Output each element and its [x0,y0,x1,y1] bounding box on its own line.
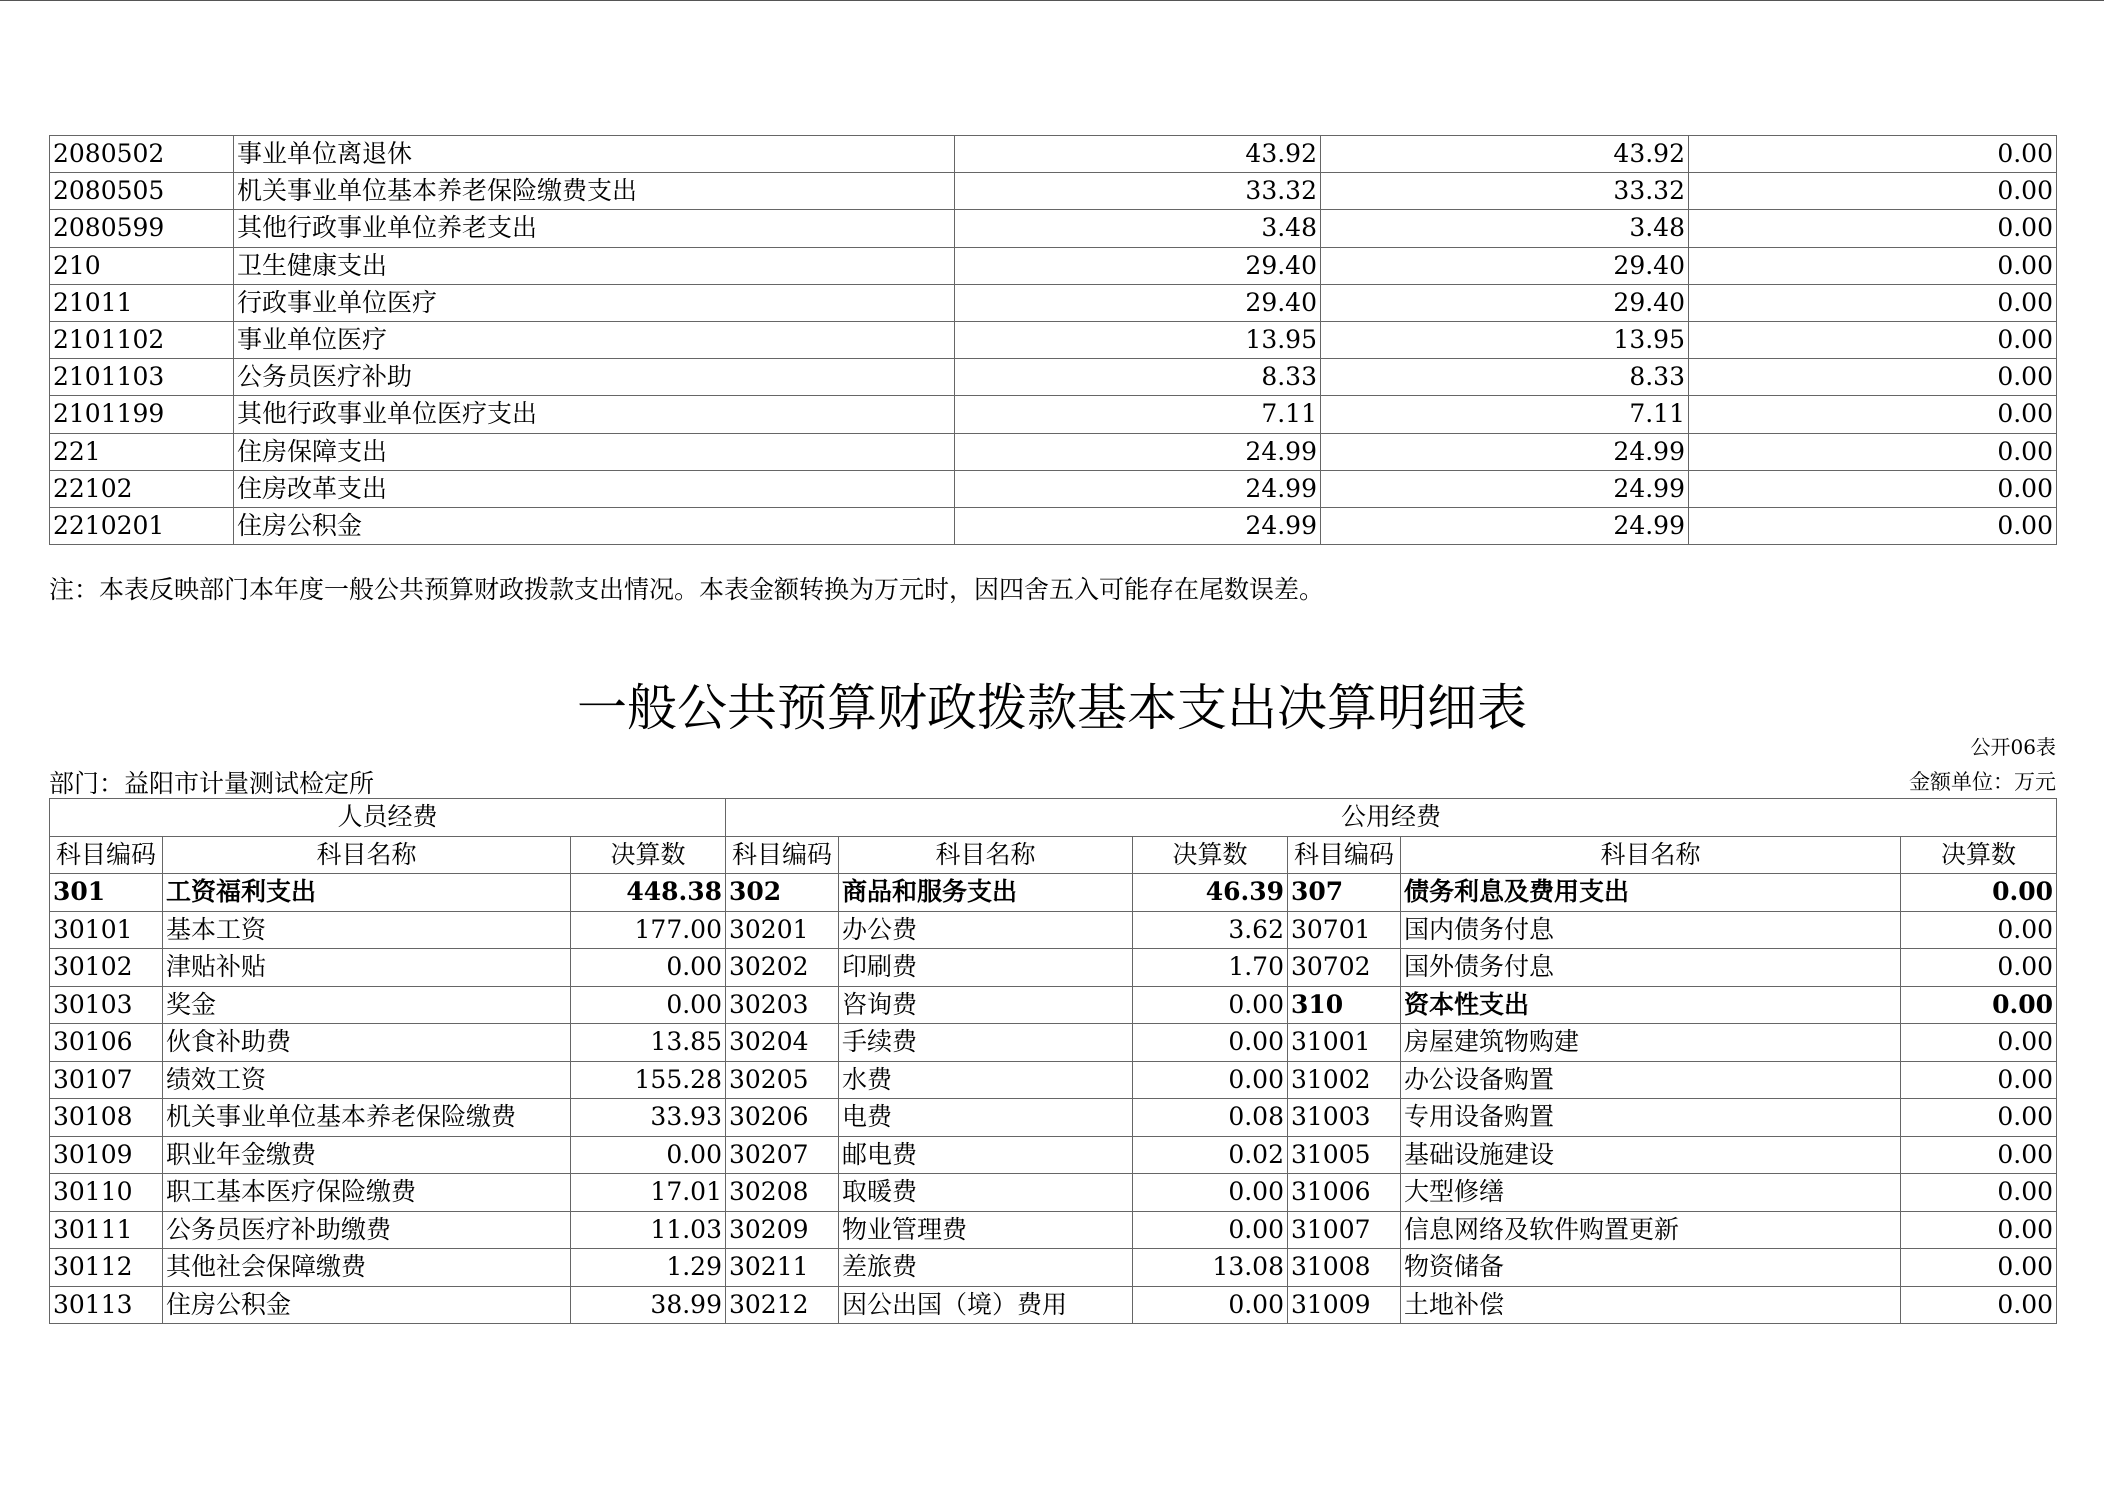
amount-cell: 43.92 [1321,136,1689,173]
amount-cell: 0.00 [1689,507,2057,544]
amount-cell: 0.00 [1689,396,2057,433]
subject-code-cell: 2101102 [50,321,234,358]
department-label: 部门：益阳市计量测试检定所 [49,769,375,798]
column-header-row [50,836,2057,874]
subject-name-cell: 国外债务付息 [1401,949,1901,987]
subject-name-cell: 专用设备购置 [1401,1099,1901,1137]
table-row [50,986,2057,1024]
subject-code-cell: 30110 [50,1174,163,1212]
amount-cell: 0.00 [1689,136,2057,173]
subject-code-cell: 30108 [50,1099,163,1137]
subject-code-cell: 310 [1288,986,1401,1024]
amount-cell: 33.93 [571,1099,726,1137]
subject-code-cell: 30106 [50,1024,163,1062]
table-row [50,1174,2057,1212]
table-row [50,1136,2057,1174]
subject-code-cell: 30208 [726,1174,839,1212]
subject-code-cell: 30204 [726,1024,839,1062]
amount-cell: 0.00 [1901,1174,2057,1212]
subject-name-cell: 土地补偿 [1401,1286,1901,1324]
subject-name-cell: 其他行政事业单位养老支出 [234,210,955,247]
subject-name-cell: 国内债务付息 [1401,911,1901,949]
subject-name-cell: 手续费 [839,1024,1133,1062]
group-header-row [50,799,2057,837]
subject-name-cell: 机关事业单位基本养老保险缴费 [163,1099,571,1137]
amount-cell: 0.00 [1901,1024,2057,1062]
subject-code-cell: 2080502 [50,136,234,173]
subject-code-cell: 30212 [726,1286,839,1324]
subject-name-cell: 邮电费 [839,1136,1133,1174]
subject-code-cell: 30102 [50,949,163,987]
column-header-amount: 决算数 [1133,836,1288,874]
subject-code-cell: 302 [726,874,839,912]
subject-name-cell: 房屋建筑物购建 [1401,1024,1901,1062]
amount-cell: 29.40 [1321,247,1689,284]
amount-cell: 0.00 [1901,986,2057,1024]
subject-name-cell: 商品和服务支出 [839,874,1133,912]
subject-name-cell: 咨询费 [839,986,1133,1024]
subject-code-cell: 307 [1288,874,1401,912]
subject-name-cell: 办公设备购置 [1401,1061,1901,1099]
detail-table-body [50,799,2057,1324]
amount-cell: 7.11 [955,396,1321,433]
subject-name-cell: 差旅费 [839,1249,1133,1287]
amount-cell: 0.00 [1901,1286,2057,1324]
subject-name-cell: 伙食补助费 [163,1024,571,1062]
amount-cell: 24.99 [1321,470,1689,507]
subject-code-cell: 31001 [1288,1024,1401,1062]
subject-name-cell: 工资福利支出 [163,874,571,912]
page-title: 一般公共预算财政拨款基本支出决算明细表 [577,679,1527,737]
amount-cell: 24.99 [955,507,1321,544]
table-row [50,1061,2057,1099]
subject-code-cell: 301 [50,874,163,912]
subject-name-cell: 奖金 [163,986,571,1024]
subject-name-cell: 职业年金缴费 [163,1136,571,1174]
amount-cell: 0.00 [1689,210,2057,247]
column-header-name: 科目名称 [1401,836,1901,874]
amount-cell: 0.00 [1901,1249,2057,1287]
subject-code-cell: 31008 [1288,1249,1401,1287]
amount-cell: 43.92 [955,136,1321,173]
amount-cell: 46.39 [1133,874,1288,912]
amount-cell: 0.00 [1133,1286,1288,1324]
amount-cell: 0.00 [1133,1061,1288,1099]
form-number: 公开06表 [1970,735,2056,759]
subject-code-cell: 30202 [726,949,839,987]
subject-code-cell: 30211 [726,1249,839,1287]
subject-code-cell: 30206 [726,1099,839,1137]
subject-name-cell: 电费 [839,1099,1133,1137]
subject-name-cell: 债务利息及费用支出 [1401,874,1901,912]
subject-code-cell: 2101199 [50,396,234,433]
amount-cell: 0.00 [1901,1099,2057,1137]
amount-cell: 3.48 [1321,210,1689,247]
amount-cell: 24.99 [955,433,1321,470]
subject-name-cell: 机关事业单位基本养老保险缴费支出 [234,173,955,210]
subject-code-cell: 30103 [50,986,163,1024]
amount-cell: 0.00 [571,949,726,987]
column-header-amount: 决算数 [571,836,726,874]
amount-cell: 0.00 [1689,247,2057,284]
table-row [50,1249,2057,1287]
amount-cell: 0.00 [1689,173,2057,210]
subject-code-cell: 30207 [726,1136,839,1174]
amount-cell: 0.00 [1133,986,1288,1024]
subject-name-cell: 办公费 [839,911,1133,949]
subject-code-cell: 30101 [50,911,163,949]
subject-code-cell: 30107 [50,1061,163,1099]
amount-cell: 38.99 [571,1286,726,1324]
subject-name-cell: 大型修缮 [1401,1174,1901,1212]
subject-name-cell: 事业单位医疗 [234,321,955,358]
column-header-name: 科目名称 [839,836,1133,874]
subject-name-cell: 卫生健康支出 [234,247,955,284]
amount-cell: 7.11 [1321,396,1689,433]
table-row [50,396,2057,433]
table-note: 注：本表反映部门本年度一般公共预算财政拨款支出情况。本表金额转换为万元时，因四舍五入可能存在尾数误差。 [49,575,1325,604]
column-header-amount: 决算数 [1901,836,2057,874]
subject-name-cell: 基础设施建设 [1401,1136,1901,1174]
subject-name-cell: 绩效工资 [163,1061,571,1099]
amount-cell: 1.29 [571,1249,726,1287]
subject-name-cell: 水费 [839,1061,1133,1099]
subject-name-cell: 事业单位离退休 [234,136,955,173]
table-row [50,136,2057,173]
subject-name-cell: 其他社会保障缴费 [163,1249,571,1287]
subject-code-cell: 22102 [50,470,234,507]
table-row [50,433,2057,470]
amount-cell: 24.99 [1321,507,1689,544]
subject-name-cell: 公务员医疗补助缴费 [163,1211,571,1249]
subject-name-cell: 住房公积金 [163,1286,571,1324]
amount-cell: 29.40 [955,247,1321,284]
subject-code-cell: 30209 [726,1211,839,1249]
amount-cell: 1.70 [1133,949,1288,987]
basic-expenditure-detail-table [49,798,2057,1324]
subject-code-cell: 30201 [726,911,839,949]
amount-cell: 13.95 [955,321,1321,358]
subject-name-cell: 津贴补贴 [163,949,571,987]
subject-name-cell: 行政事业单位医疗 [234,284,955,321]
table-row [50,247,2057,284]
subject-code-cell: 221 [50,433,234,470]
subject-code-cell: 31006 [1288,1174,1401,1212]
amount-cell: 0.00 [1133,1174,1288,1212]
subject-code-cell: 30109 [50,1136,163,1174]
amount-cell: 0.00 [1901,911,2057,949]
table-row [50,210,2057,247]
table-row [50,1024,2057,1062]
subject-code-cell: 2080505 [50,173,234,210]
amount-cell: 33.32 [1321,173,1689,210]
subject-code-cell: 2101103 [50,359,234,396]
subject-code-cell: 31003 [1288,1099,1401,1137]
amount-cell: 13.85 [571,1024,726,1062]
amount-cell: 448.38 [571,874,726,912]
subject-name-cell: 公务员医疗补助 [234,359,955,396]
subject-name-cell: 因公出国（境）费用 [839,1286,1133,1324]
column-header-code: 科目编码 [726,836,839,874]
amount-cell: 0.00 [1901,1136,2057,1174]
amount-cell: 0.00 [1689,470,2057,507]
amount-cell: 13.95 [1321,321,1689,358]
amount-cell: 0.00 [1689,359,2057,396]
subject-name-cell: 物业管理费 [839,1211,1133,1249]
subject-code-cell: 31007 [1288,1211,1401,1249]
subject-code-cell: 30113 [50,1286,163,1324]
upper-table-body [50,136,2057,545]
amount-cell: 0.08 [1133,1099,1288,1137]
subject-name-cell: 物资储备 [1401,1249,1901,1287]
amount-cell: 0.00 [1901,874,2057,912]
amount-cell: 0.00 [1901,1061,2057,1099]
table-row [50,949,2057,987]
subject-code-cell: 30203 [726,986,839,1024]
table-row [50,911,2057,949]
amount-cell: 0.00 [1689,321,2057,358]
table-row [50,1286,2057,1324]
subject-code-cell: 31009 [1288,1286,1401,1324]
subject-code-cell: 30702 [1288,949,1401,987]
amount-cell: 155.28 [571,1061,726,1099]
amount-cell: 3.62 [1133,911,1288,949]
subject-code-cell: 31005 [1288,1136,1401,1174]
amount-cell: 33.32 [955,173,1321,210]
table-row [50,874,2057,912]
subject-name-cell: 住房保障支出 [234,433,955,470]
amount-cell: 0.00 [1901,1211,2057,1249]
subject-code-cell: 30205 [726,1061,839,1099]
subject-name-cell: 住房改革支出 [234,470,955,507]
table-row [50,173,2057,210]
table-row [50,507,2057,544]
subject-name-cell: 其他行政事业单位医疗支出 [234,396,955,433]
subject-name-cell: 取暖费 [839,1174,1133,1212]
table-row [50,1099,2057,1137]
amount-cell: 177.00 [571,911,726,949]
subject-code-cell: 30111 [50,1211,163,1249]
amount-cell: 8.33 [955,359,1321,396]
subject-name-cell: 印刷费 [839,949,1133,987]
amount-cell: 3.48 [955,210,1321,247]
table-row [50,359,2057,396]
subject-code-cell: 2210201 [50,507,234,544]
table-row [50,321,2057,358]
amount-cell: 29.40 [955,284,1321,321]
amount-cell: 0.00 [1133,1024,1288,1062]
table-row [50,470,2057,507]
column-header-code: 科目编码 [50,836,163,874]
subject-code-cell: 2080599 [50,210,234,247]
page-top-border [0,0,2104,1]
subject-code-cell: 30701 [1288,911,1401,949]
subject-code-cell: 30112 [50,1249,163,1287]
group-header-personnel: 人员经费 [50,799,726,837]
amount-cell: 0.00 [1689,433,2057,470]
amount-cell: 29.40 [1321,284,1689,321]
group-header-public: 公用经费 [726,799,2057,837]
amount-cell: 24.99 [955,470,1321,507]
amount-cell: 0.00 [571,1136,726,1174]
amount-cell: 24.99 [1321,433,1689,470]
table-row [50,284,2057,321]
amount-cell: 0.00 [1901,949,2057,987]
upper-expenditure-table [49,135,2057,545]
amount-cell: 0.00 [1133,1211,1288,1249]
subject-name-cell: 信息网络及软件购置更新 [1401,1211,1901,1249]
table-row [50,1211,2057,1249]
subject-code-cell: 21011 [50,284,234,321]
amount-cell: 0.02 [1133,1136,1288,1174]
amount-unit-label: 金额单位：万元 [1909,770,2056,794]
subject-name-cell: 住房公积金 [234,507,955,544]
subject-name-cell: 资本性支出 [1401,986,1901,1024]
subject-code-cell: 31002 [1288,1061,1401,1099]
column-header-code: 科目编码 [1288,836,1401,874]
subject-name-cell: 基本工资 [163,911,571,949]
subject-name-cell: 职工基本医疗保险缴费 [163,1174,571,1212]
amount-cell: 13.08 [1133,1249,1288,1287]
amount-cell: 0.00 [571,986,726,1024]
amount-cell: 0.00 [1689,284,2057,321]
amount-cell: 17.01 [571,1174,726,1212]
column-header-name: 科目名称 [163,836,571,874]
amount-cell: 8.33 [1321,359,1689,396]
subject-code-cell: 210 [50,247,234,284]
amount-cell: 11.03 [571,1211,726,1249]
